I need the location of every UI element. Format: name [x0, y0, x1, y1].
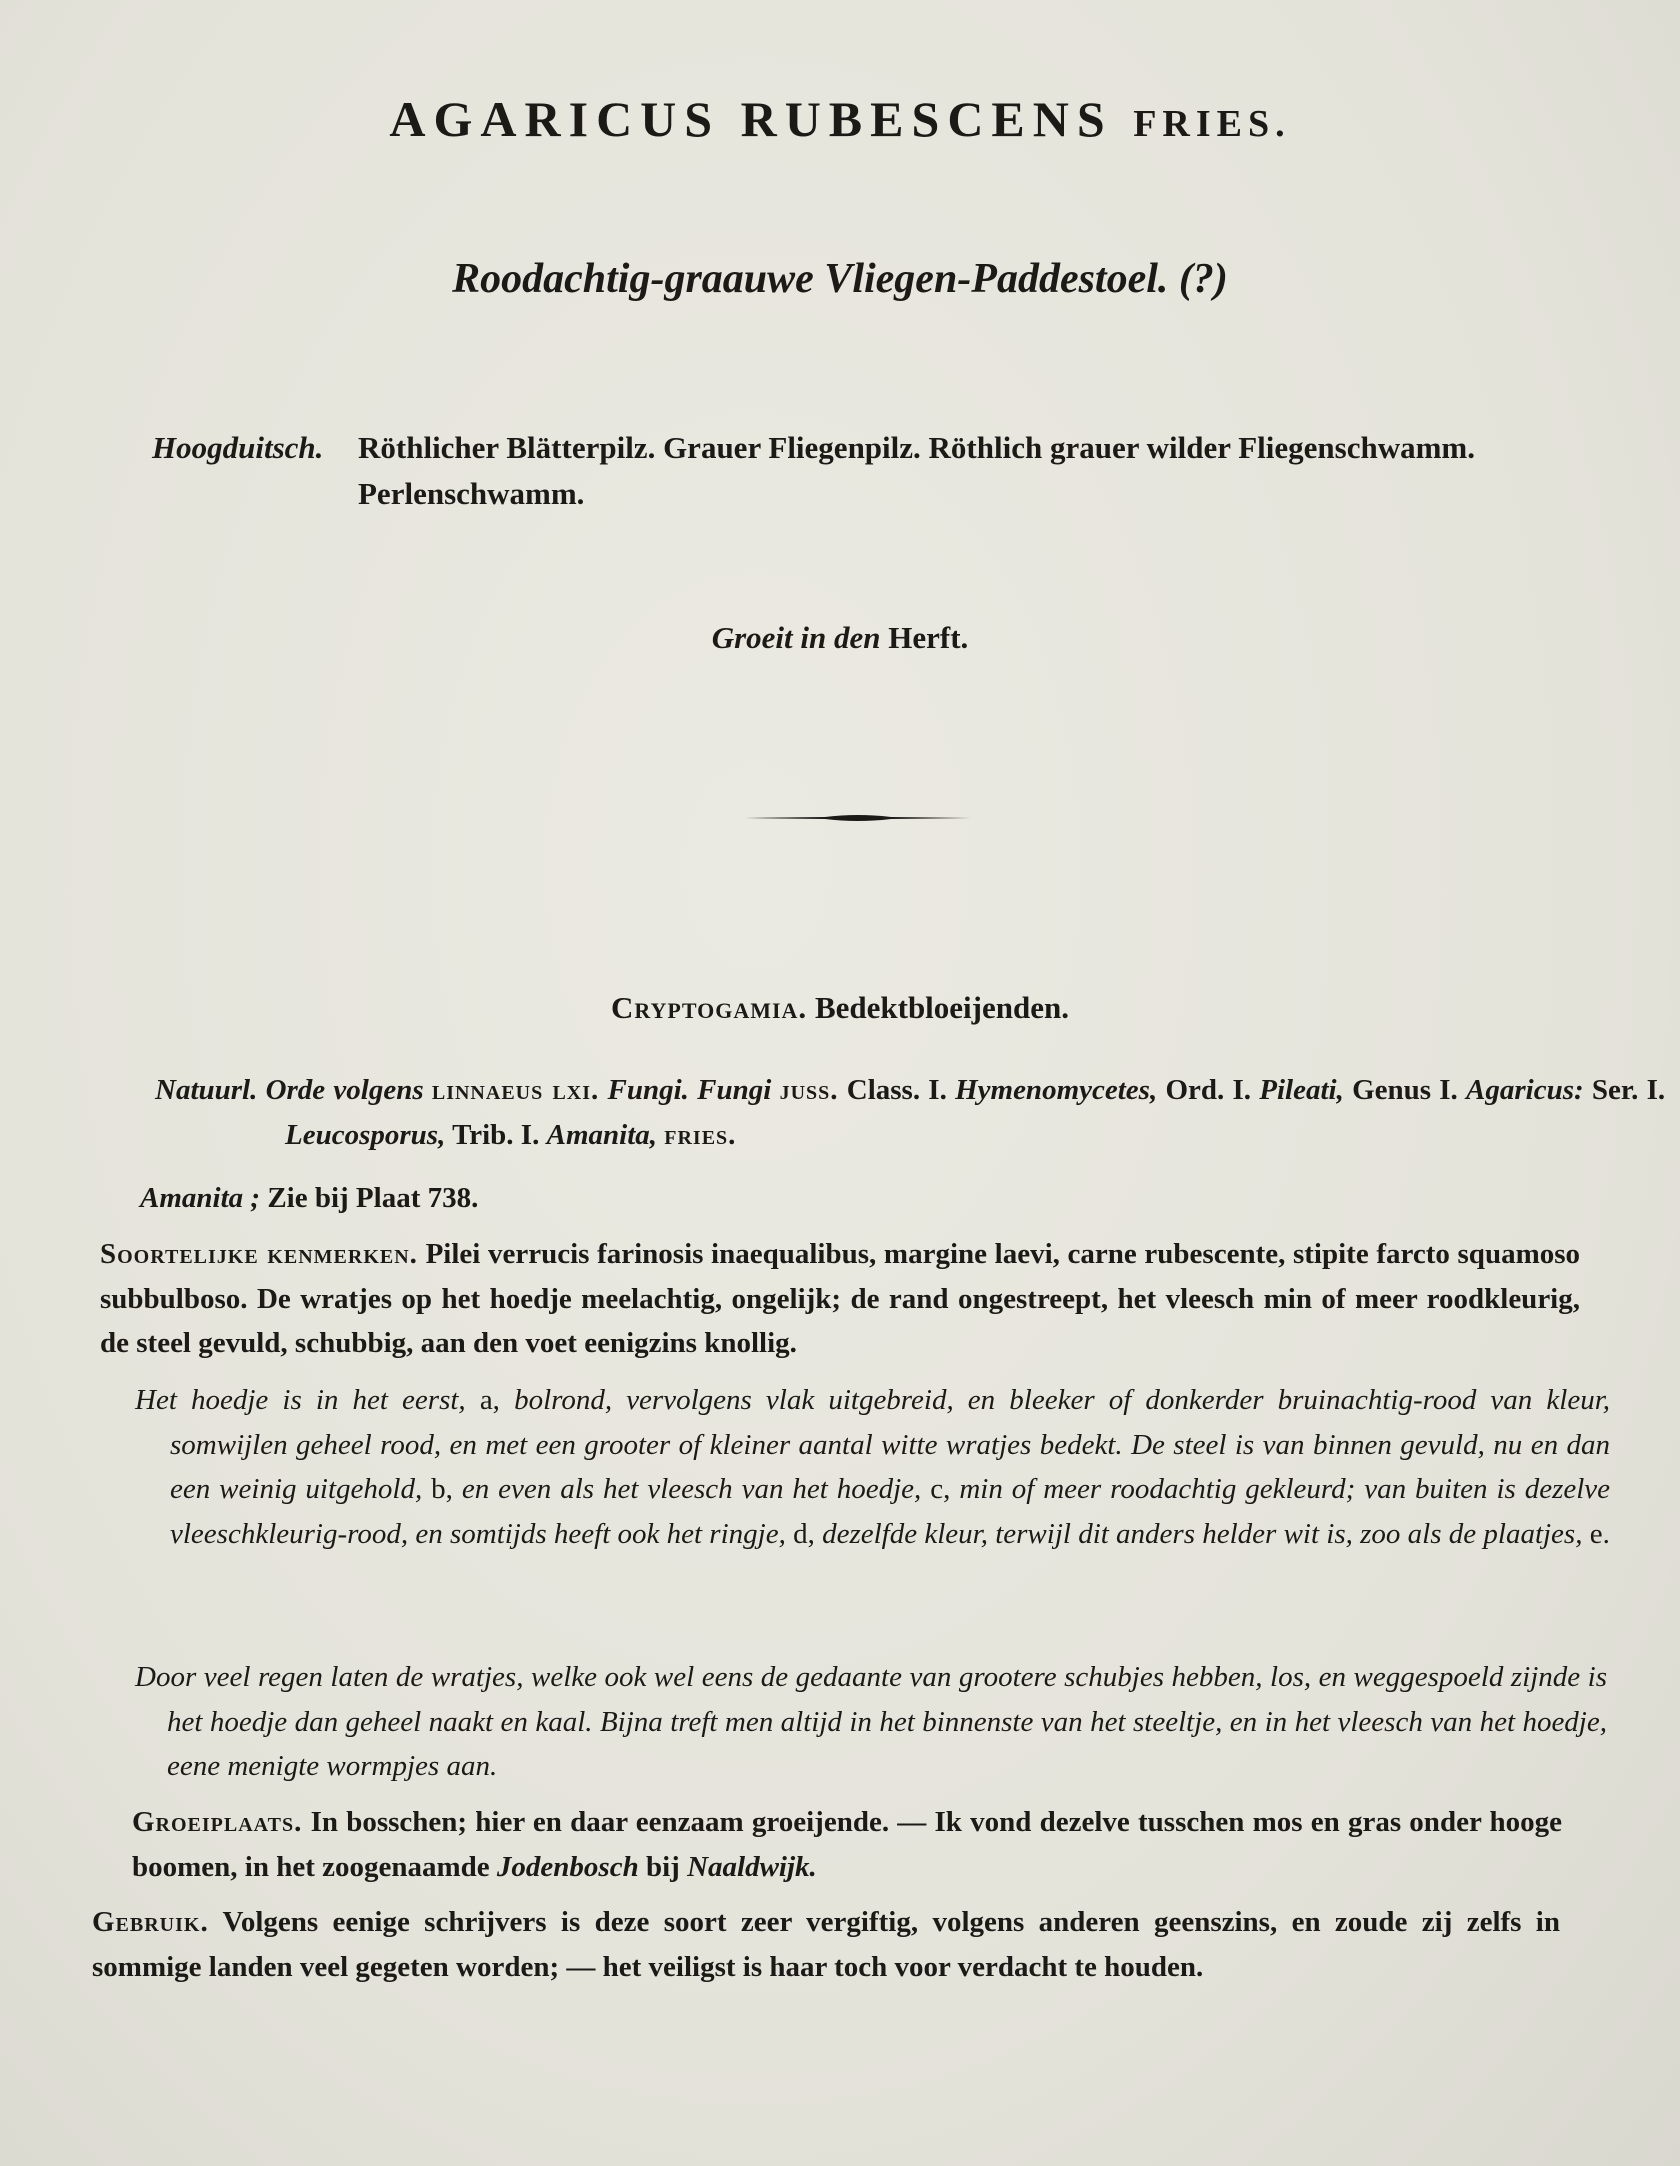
fig-d: d, — [793, 1517, 815, 1550]
season-italic: Groeit in den — [711, 620, 881, 655]
nat-amanita: Amanita, — [546, 1118, 658, 1151]
species-title — [0, 90, 1680, 148]
german-text: Röthlicher Blätterpilz. Grauer Fliegenpilz. Röthlich grauer wilder Fliegenschwamm. Perlenschwamm. — [358, 430, 1475, 511]
cap-t4: min of meer roodachtig gekleurd; van buiten is dezelve vleeschkleurig-rood, en somtijds heeft ook het ringje, — [170, 1473, 1611, 1550]
nat-linnaeus: linnaeus lxi. — [431, 1074, 600, 1106]
habitat — [132, 1800, 1562, 1889]
species-name: AGARICUS RUBESCENS — [389, 91, 1113, 147]
nat-fungi-1: Fungi. — [607, 1074, 689, 1106]
usage — [92, 1900, 1560, 1989]
classification-line — [0, 990, 1680, 1026]
nat-orde: Natuurl. Orde volgens — [155, 1074, 424, 1106]
fig-e: e. — [1589, 1517, 1610, 1550]
cap-t2: bolrond, vervolgens vlak uitgebreid, en bleeker of donkerder bruinachtig-rood van kleur, somwijlen geheel rood, en met een grooter of kleiner aantal witte wratjes bedekt. De steel is van binnen gevuld, nu en dan een weinig uitgehold, — [170, 1384, 1611, 1505]
cap-t5: dezelfde kleur, terwijl dit anders helder wit is, zoo als de plaatjes, — [822, 1517, 1583, 1550]
nat-pileati: Pileati, — [1259, 1074, 1344, 1106]
habitat-place-naaldwijk: Naaldwijk. — [687, 1850, 817, 1883]
season-note — [0, 620, 1680, 656]
species-author: FRIES. — [1133, 103, 1291, 145]
habitat-t1: In bosschen; hier en daar eenzaam groeijende. — Ik vond dezelve tusschen mos en gras onder hooge boomen, in het zoogenaamde — [132, 1806, 1563, 1883]
nat-leuco: Leucosporus, — [285, 1118, 446, 1151]
nat-class: Class. I. — [846, 1074, 947, 1106]
nat-fungi-2: Fungi — [697, 1074, 772, 1106]
nat-agaricus: Agaricus: — [1466, 1074, 1584, 1106]
nat-juss: juss. — [779, 1074, 839, 1106]
nat-trib: Trib. I. — [452, 1118, 540, 1151]
amanita-ref — [140, 1176, 1620, 1221]
nat-hymeno: Hymenomycetes, — [955, 1074, 1158, 1106]
usage-text: Volgens eenige schrijvers is deze soort zeer vergiftig, volgens anderen geenszins, en zoude zij zelfs in sommige landen veel gegeten worden; — het veiligst is haar toch voor verdacht te houden. — [92, 1906, 1560, 1983]
classification-text: Bedektbloeijenden. — [814, 990, 1069, 1025]
nat-genus: Genus I. — [1352, 1074, 1458, 1106]
amanita-italic: Amanita ; — [140, 1182, 261, 1214]
fig-a: a, — [479, 1384, 500, 1416]
nat-fries: fries. — [664, 1118, 737, 1151]
habitat-t2: bij — [645, 1850, 680, 1883]
natural-order — [155, 1068, 1665, 1157]
fig-b: b, — [431, 1473, 453, 1505]
fig-c: c, — [930, 1473, 951, 1505]
amanita-text: Zie bij Plaat 738. — [267, 1182, 479, 1214]
cap-t3: en even als het vleesch van het hoedje, — [461, 1473, 922, 1505]
german-label: Hoogduitsch. — [152, 430, 324, 465]
season-word: Herft. — [888, 620, 969, 655]
cap-description — [135, 1378, 1610, 1556]
characteristics-head: Soortelijke kenmerken. — [100, 1238, 418, 1270]
cap-t1: Het hoedje is in het eerst, — [135, 1384, 466, 1416]
dutch-name: Roodachtig-graauwe Vliegen-Paddestoel. (?) — [452, 256, 1228, 302]
species-characteristics — [100, 1232, 1580, 1366]
habitat-place-jodenbosch: Jodenbosch — [496, 1850, 639, 1883]
ornamental-rule — [745, 812, 971, 824]
characteristics-text: Pilei verrucis farinosis inaequalibus, margine laevi, carne rubescente, stipite farcto squamoso subbulboso. De wratjes op het hoedje meelachtig, ongelijk; de rand ongestreept, het vleesch min of meer roodkleurig, de steel gevuld, schubbig, aan den voet eenigzins knollig. — [100, 1238, 1581, 1359]
rain-note: Door veel regen laten de wratjes, welke ook wel eens de gedaante van grootere schubjes hebben, los, en weggespoeld zijnde is het hoedje dan geheel naakt en kaal. Bijna treft men altijd in het binnenste van het steeltje, en in het vleesch van het hoedje, eene menigte wormpjes aan. — [135, 1661, 1607, 1782]
classification-head: Cryptogamia. — [611, 990, 808, 1025]
habitat-head: Groeiplaats. — [132, 1806, 303, 1838]
usage-head: Gebruik. — [92, 1906, 209, 1938]
nat-ord: Ord. I. — [1165, 1074, 1252, 1106]
nat-ser: Ser. I. — [1591, 1074, 1666, 1106]
